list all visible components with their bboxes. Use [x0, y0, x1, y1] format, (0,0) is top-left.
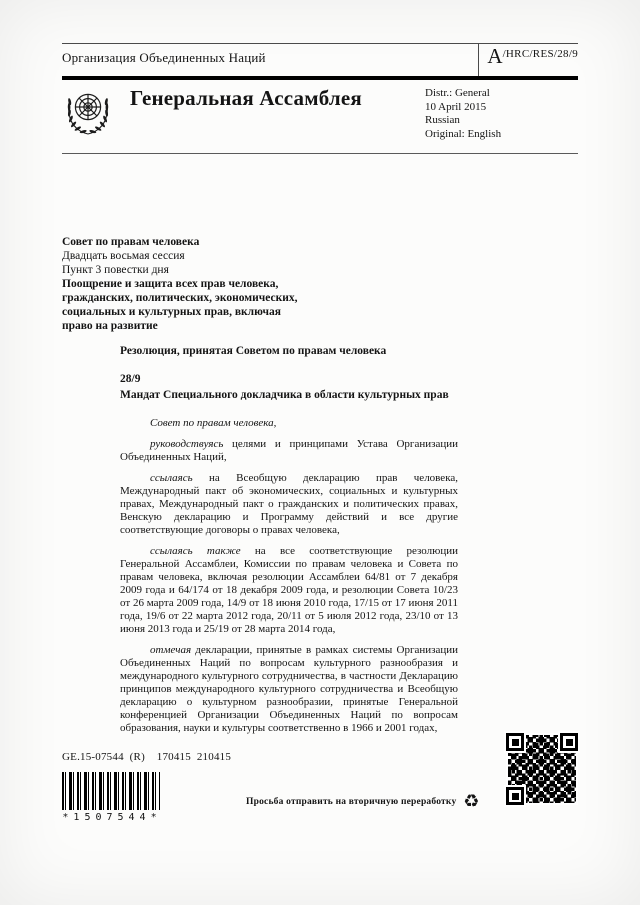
resolution-paragraph: [120, 417, 458, 430]
qr-finder-top-left: [506, 733, 524, 751]
paragraph-text: на все соответствующие резолюции Генеральной Ассамблеи, Комиссии по правам человека и Совета по правам человека, включая резолюции Ассамблеи 64/81 от 7 декабря 2009 года и 64/174 от 18 декабря 2009 года, и резолюции Совета 10/23 от 26 марта 2009 года, 14/9 от 18 июня 2010 года, 17/15 от 17 июня 2011 года, 19/6 от 22 марта 2012 года, 20/11 от 5 июля 2012 года, 23/10 от 13 июня 2013 года и 25/19 от 28 марта 2014 года,: [120, 545, 459, 635]
paragraph-lead: руководствуясь: [150, 438, 224, 450]
session-label: Двадцать восьмая сессия: [62, 250, 185, 262]
recycle-icon: ♻: [463, 791, 480, 812]
symbol-cell-divider: [478, 43, 479, 77]
document-symbol-rest: /HRC/RES/28/9: [502, 48, 578, 60]
resolution-paragraph: [120, 472, 458, 537]
ge-document-number: GE.15-07544 (R) 170415 210415: [62, 751, 232, 763]
recycle-note: [246, 793, 480, 811]
paragraph-lead: ссылаясь также: [150, 545, 241, 557]
qr-code: [506, 733, 578, 805]
council-name: Совет по правам человека: [62, 236, 200, 248]
qr-finder-top-right: [560, 733, 578, 751]
masthead-bottom-rule: [62, 153, 578, 154]
resolution-heading: Резолюция, принятая Советом по правам человека: [120, 345, 387, 357]
paragraph-text: на Всеобщую декларацию прав человека, Международный пакт об экономических, социальных и культурных правах, Международный пакт о гражданских и политических правах, Венскую декларацию и Программу действий и все другие соответствующие договоры о правах человека,: [120, 472, 458, 536]
distr-original: Original: English: [425, 127, 502, 140]
distr-type: Distr.: General: [425, 87, 490, 99]
agenda-item-title: Поощрение и защита всех прав человека, гражданских, политических, экономических, социальных и культурных прав, включая право на развитие: [62, 278, 298, 332]
resolution-paragraph: [120, 438, 458, 464]
barcode-label: *1507544*: [62, 812, 162, 823]
org-name: Организация Объединенных Наций: [62, 50, 266, 65]
page-title: Генеральная Ассамблея: [130, 86, 362, 110]
paragraph-text: целями и принципами Устава Организации Объединенных Наций,: [120, 438, 458, 463]
paragraph-lead: Совет по правам человека,: [150, 417, 277, 429]
paragraph-lead: отмечая: [150, 644, 192, 656]
session-block: [62, 235, 324, 333]
resolution-body: [120, 417, 458, 743]
resolution-paragraph: [120, 644, 458, 735]
resolution-number: 28/9: [120, 373, 141, 385]
distr-language: Russian: [425, 114, 460, 126]
distribution-block: [425, 87, 501, 141]
header-thick-rule: [62, 76, 578, 80]
resolution-paragraph: [120, 545, 458, 636]
agenda-item: Пункт 3 повестки дня: [62, 264, 169, 276]
distr-date: 10 April 2015: [425, 100, 487, 113]
qr-finder-bottom-left: [506, 787, 524, 805]
resolution-title: Мандат Специального докладчика в области культурных прав: [120, 389, 449, 401]
paragraph-text: декларации, принятые в рамках системы Организации Объединенных Наций по вопросам культурного разнообразия и международного культурного сотрудничества, в частности Декларацию принципов международного культурного сотрудничества и Всеобщую декларацию о культурном разнообразии, принятые Генеральной конференцией Организации Объединенных Наций по вопросам образования, науки и культуры соответственно в 1966 и 2001 годах,: [120, 644, 458, 734]
recycle-note-text: Просьба отправить на вторичную переработку: [246, 797, 457, 807]
barcode: [62, 772, 160, 810]
document-symbol: [487, 45, 578, 67]
un-emblem-icon: [58, 83, 118, 143]
document-symbol-letter: A: [487, 44, 503, 68]
paragraph-lead: ссылаясь: [150, 472, 193, 484]
